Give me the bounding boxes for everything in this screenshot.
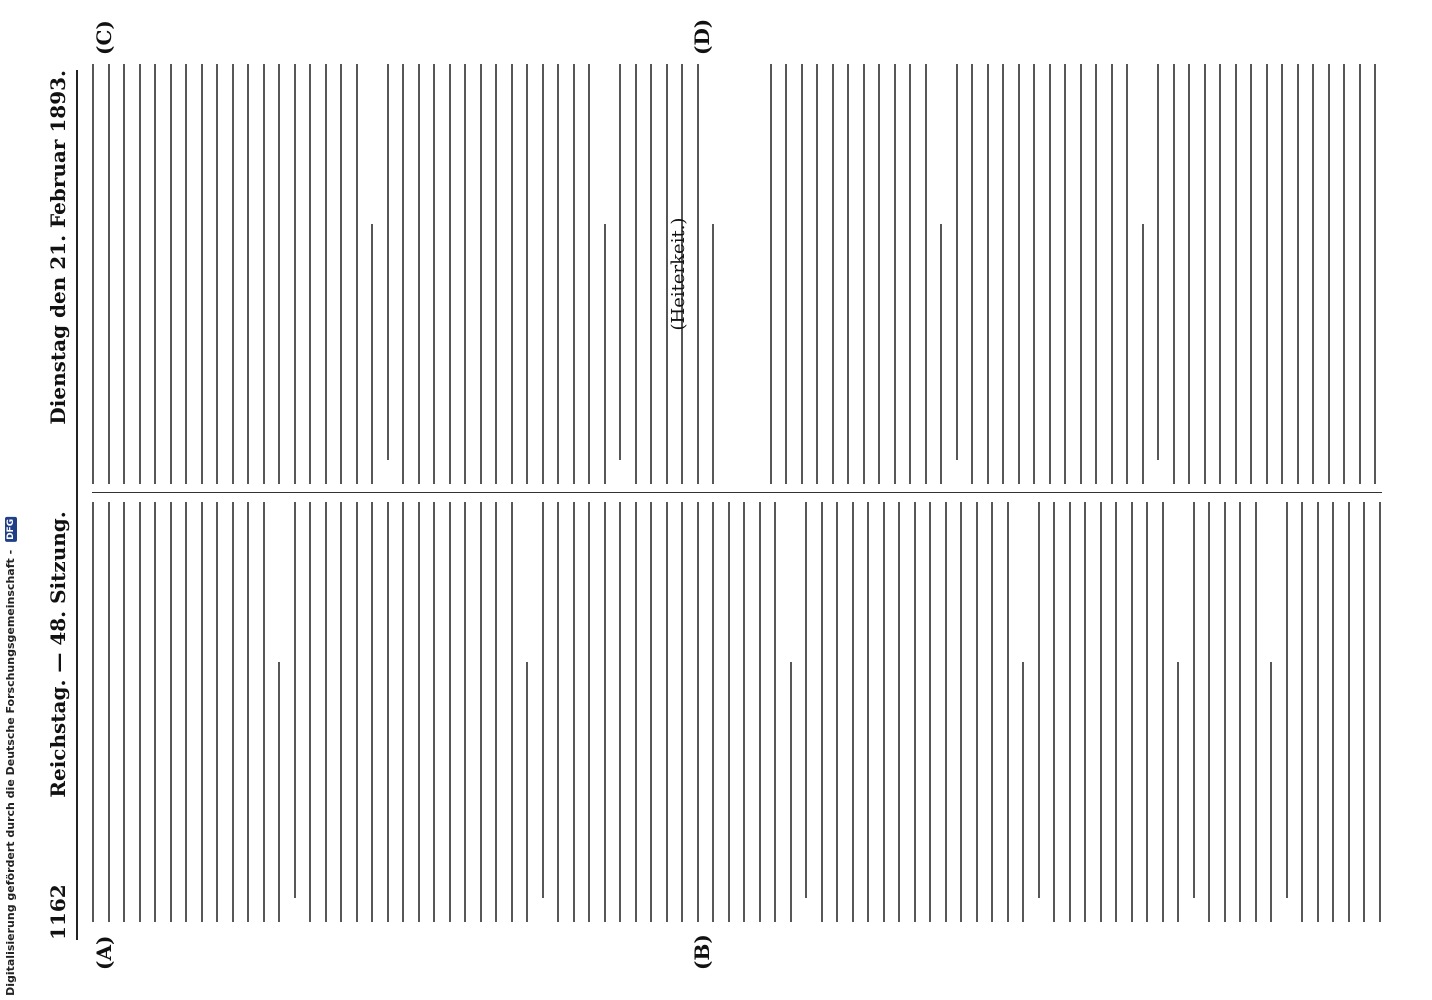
- text-line: [1363, 502, 1365, 922]
- text-line: [1297, 64, 1299, 484]
- text-line: [604, 224, 606, 484]
- text-line: [836, 502, 838, 922]
- text-line: [1374, 64, 1376, 484]
- text-line: [1007, 502, 1009, 922]
- text-line: [216, 64, 218, 484]
- text-line: [878, 64, 880, 484]
- text-line: [914, 502, 916, 922]
- text-line: [1126, 64, 1128, 484]
- text-line: [108, 502, 110, 922]
- text-gap: [728, 64, 742, 484]
- text-gap: [742, 64, 756, 484]
- text-line: [526, 64, 528, 484]
- text-line: [1095, 64, 1097, 484]
- text-line: [526, 662, 528, 922]
- text-line: [987, 64, 989, 484]
- text-line: [1312, 64, 1314, 484]
- text-line: [1379, 502, 1381, 922]
- text-line: [511, 64, 513, 484]
- text-line: [309, 64, 311, 484]
- text-line: [170, 502, 172, 922]
- text-line: [960, 502, 962, 922]
- text-line: [894, 64, 896, 484]
- text-line: [294, 64, 296, 484]
- text-line: [1317, 502, 1319, 922]
- digitization-credit: [4, 517, 17, 996]
- text-line: [650, 64, 652, 484]
- text-line: [433, 64, 435, 484]
- text-line: [356, 502, 358, 922]
- text-line: [863, 64, 865, 484]
- text-line: [340, 64, 342, 484]
- text-line: [940, 224, 942, 484]
- text-line: [697, 64, 699, 484]
- text-line: [371, 224, 373, 484]
- text-line: [635, 502, 637, 922]
- text-line: [557, 64, 559, 484]
- text-line: [309, 502, 311, 922]
- text-line: [619, 502, 621, 922]
- text-line: [847, 64, 849, 484]
- text-line: [821, 502, 823, 922]
- text-line: [232, 64, 234, 484]
- text-line: [774, 502, 776, 922]
- text-line: [154, 64, 156, 484]
- text-line: [1235, 64, 1237, 484]
- text-line: [573, 64, 575, 484]
- text-line: [956, 64, 958, 460]
- text-line: [1177, 662, 1179, 922]
- text-line: [991, 502, 993, 922]
- text-line: [976, 502, 978, 922]
- text-line: [464, 502, 466, 922]
- text-line: [1038, 502, 1040, 898]
- text-line: [743, 502, 745, 922]
- text-line: [449, 502, 451, 922]
- text-line: [542, 502, 544, 898]
- text-line: [108, 64, 110, 484]
- text-line: [402, 502, 404, 922]
- text-line: [263, 64, 265, 484]
- text-line: [387, 502, 389, 922]
- text-line: [402, 64, 404, 484]
- text-line: [1115, 502, 1117, 922]
- text-line: [790, 662, 792, 922]
- dfg-logo: DFG: [6, 519, 16, 541]
- text-line: [1188, 64, 1190, 484]
- text-line: [1224, 502, 1226, 922]
- text-line: [1064, 64, 1066, 484]
- text-line: [1080, 64, 1082, 484]
- text-line: [816, 64, 818, 484]
- text-line: [433, 502, 435, 922]
- text-line: [909, 64, 911, 484]
- text-line: [1049, 64, 1051, 484]
- text-line: [1018, 64, 1020, 484]
- text-line: [371, 502, 373, 922]
- text-line: [1162, 502, 1164, 922]
- text-line: [480, 502, 482, 922]
- text-line: [785, 64, 787, 484]
- text-line: [945, 502, 947, 922]
- text-line: [185, 502, 187, 922]
- text-line: [232, 502, 234, 922]
- text-line: [387, 64, 389, 460]
- text-line: [712, 502, 714, 922]
- text-line: [1022, 662, 1024, 922]
- text-line: [340, 502, 342, 922]
- text-line: [170, 64, 172, 484]
- column-divider: [92, 492, 1382, 493]
- text-line: [1301, 502, 1303, 922]
- page-header: [40, 70, 78, 940]
- session-date: Dienstag den 21. Februar 1893.: [46, 70, 70, 425]
- text-line: [480, 64, 482, 484]
- text-line: [325, 502, 327, 922]
- text-line: [1208, 502, 1210, 922]
- text-line: [139, 502, 141, 922]
- text-column-right: [92, 64, 1382, 484]
- credit-text: Digitalisierung gefördert durch die Deutsche Forschungsgemeinschaft -: [4, 549, 17, 996]
- text-line: [1053, 502, 1055, 922]
- text-line: [650, 502, 652, 922]
- text-line: [1219, 64, 1221, 484]
- text-line: [770, 64, 772, 484]
- page-number: 1162: [46, 884, 70, 940]
- text-line: [216, 502, 218, 922]
- text-line: [1084, 502, 1086, 922]
- text-line: [557, 502, 559, 922]
- text-line: [92, 64, 94, 484]
- text-line: [325, 64, 327, 484]
- text-line: [635, 64, 637, 484]
- text-line: [201, 64, 203, 484]
- text-line: [1069, 502, 1071, 922]
- margin-marker-c: (C): [92, 20, 116, 55]
- text-line: [971, 64, 973, 484]
- text-gap: [756, 64, 770, 484]
- text-line: [619, 64, 621, 460]
- text-line: [92, 502, 94, 922]
- text-line: [604, 502, 606, 922]
- text-line: [1281, 64, 1283, 484]
- text-line: [852, 502, 854, 922]
- text-line: [495, 64, 497, 484]
- text-line: [1100, 502, 1102, 922]
- text-line: [201, 502, 203, 922]
- text-line: [1204, 64, 1206, 484]
- text-line: [801, 64, 803, 484]
- text-line: [898, 502, 900, 922]
- text-line: [263, 502, 265, 922]
- text-line: [185, 64, 187, 484]
- text-line: [728, 502, 730, 922]
- text-line: [1193, 502, 1195, 898]
- text-line: [542, 64, 544, 484]
- text-line: [511, 502, 513, 922]
- text-line: [925, 64, 927, 484]
- text-line: [712, 224, 714, 484]
- text-line: [247, 64, 249, 484]
- text-line: [1270, 662, 1272, 922]
- text-line: [1255, 502, 1257, 922]
- text-line: [464, 64, 466, 484]
- text-line: [1286, 502, 1288, 898]
- text-line: [1131, 502, 1133, 922]
- session-title: Reichstag. — 48. Sitzung.: [46, 511, 70, 798]
- text-line: [1343, 64, 1345, 484]
- text-line: [154, 502, 156, 922]
- text-line: [1348, 502, 1350, 922]
- text-line: [588, 502, 590, 922]
- text-line: [1173, 64, 1175, 484]
- text-line: [1111, 64, 1113, 484]
- text-line: [929, 502, 931, 922]
- text-line: [867, 502, 869, 922]
- text-line: [588, 64, 590, 484]
- text-line: [356, 64, 358, 484]
- text-line: [681, 502, 683, 922]
- text-line: [573, 502, 575, 922]
- text-line: [449, 64, 451, 484]
- text-line: [666, 502, 668, 922]
- margin-marker-d: (D): [690, 18, 714, 55]
- text-line: [139, 64, 141, 484]
- text-line: [832, 64, 834, 484]
- margin-marker-a: (A): [92, 935, 116, 970]
- text-line: [294, 502, 296, 898]
- text-line: [1146, 502, 1148, 922]
- text-line: [1332, 502, 1334, 922]
- interjection-heiterkeit: (Heiterkeit.): [668, 217, 689, 331]
- text-line: [1033, 64, 1035, 484]
- text-line: [247, 502, 249, 922]
- text-line: [1239, 502, 1241, 922]
- text-line: [1142, 224, 1144, 484]
- text-line: [418, 64, 420, 484]
- text-line: [278, 64, 280, 484]
- text-line: [1157, 64, 1159, 460]
- text-line: [1266, 64, 1268, 484]
- text-line: [278, 662, 280, 922]
- text-line: [883, 502, 885, 922]
- text-line: [123, 64, 125, 484]
- text-line: [1328, 64, 1330, 484]
- text-line: [418, 502, 420, 922]
- text-line: [697, 502, 699, 922]
- text-line: [805, 502, 807, 898]
- text-line: [495, 502, 497, 922]
- text-line: [1359, 64, 1361, 484]
- margin-marker-b: (B): [690, 934, 714, 970]
- text-line: [1250, 64, 1252, 484]
- text-line: [123, 502, 125, 922]
- text-line: [759, 502, 761, 922]
- text-line: [1002, 64, 1004, 484]
- text-column-left: [92, 502, 1382, 922]
